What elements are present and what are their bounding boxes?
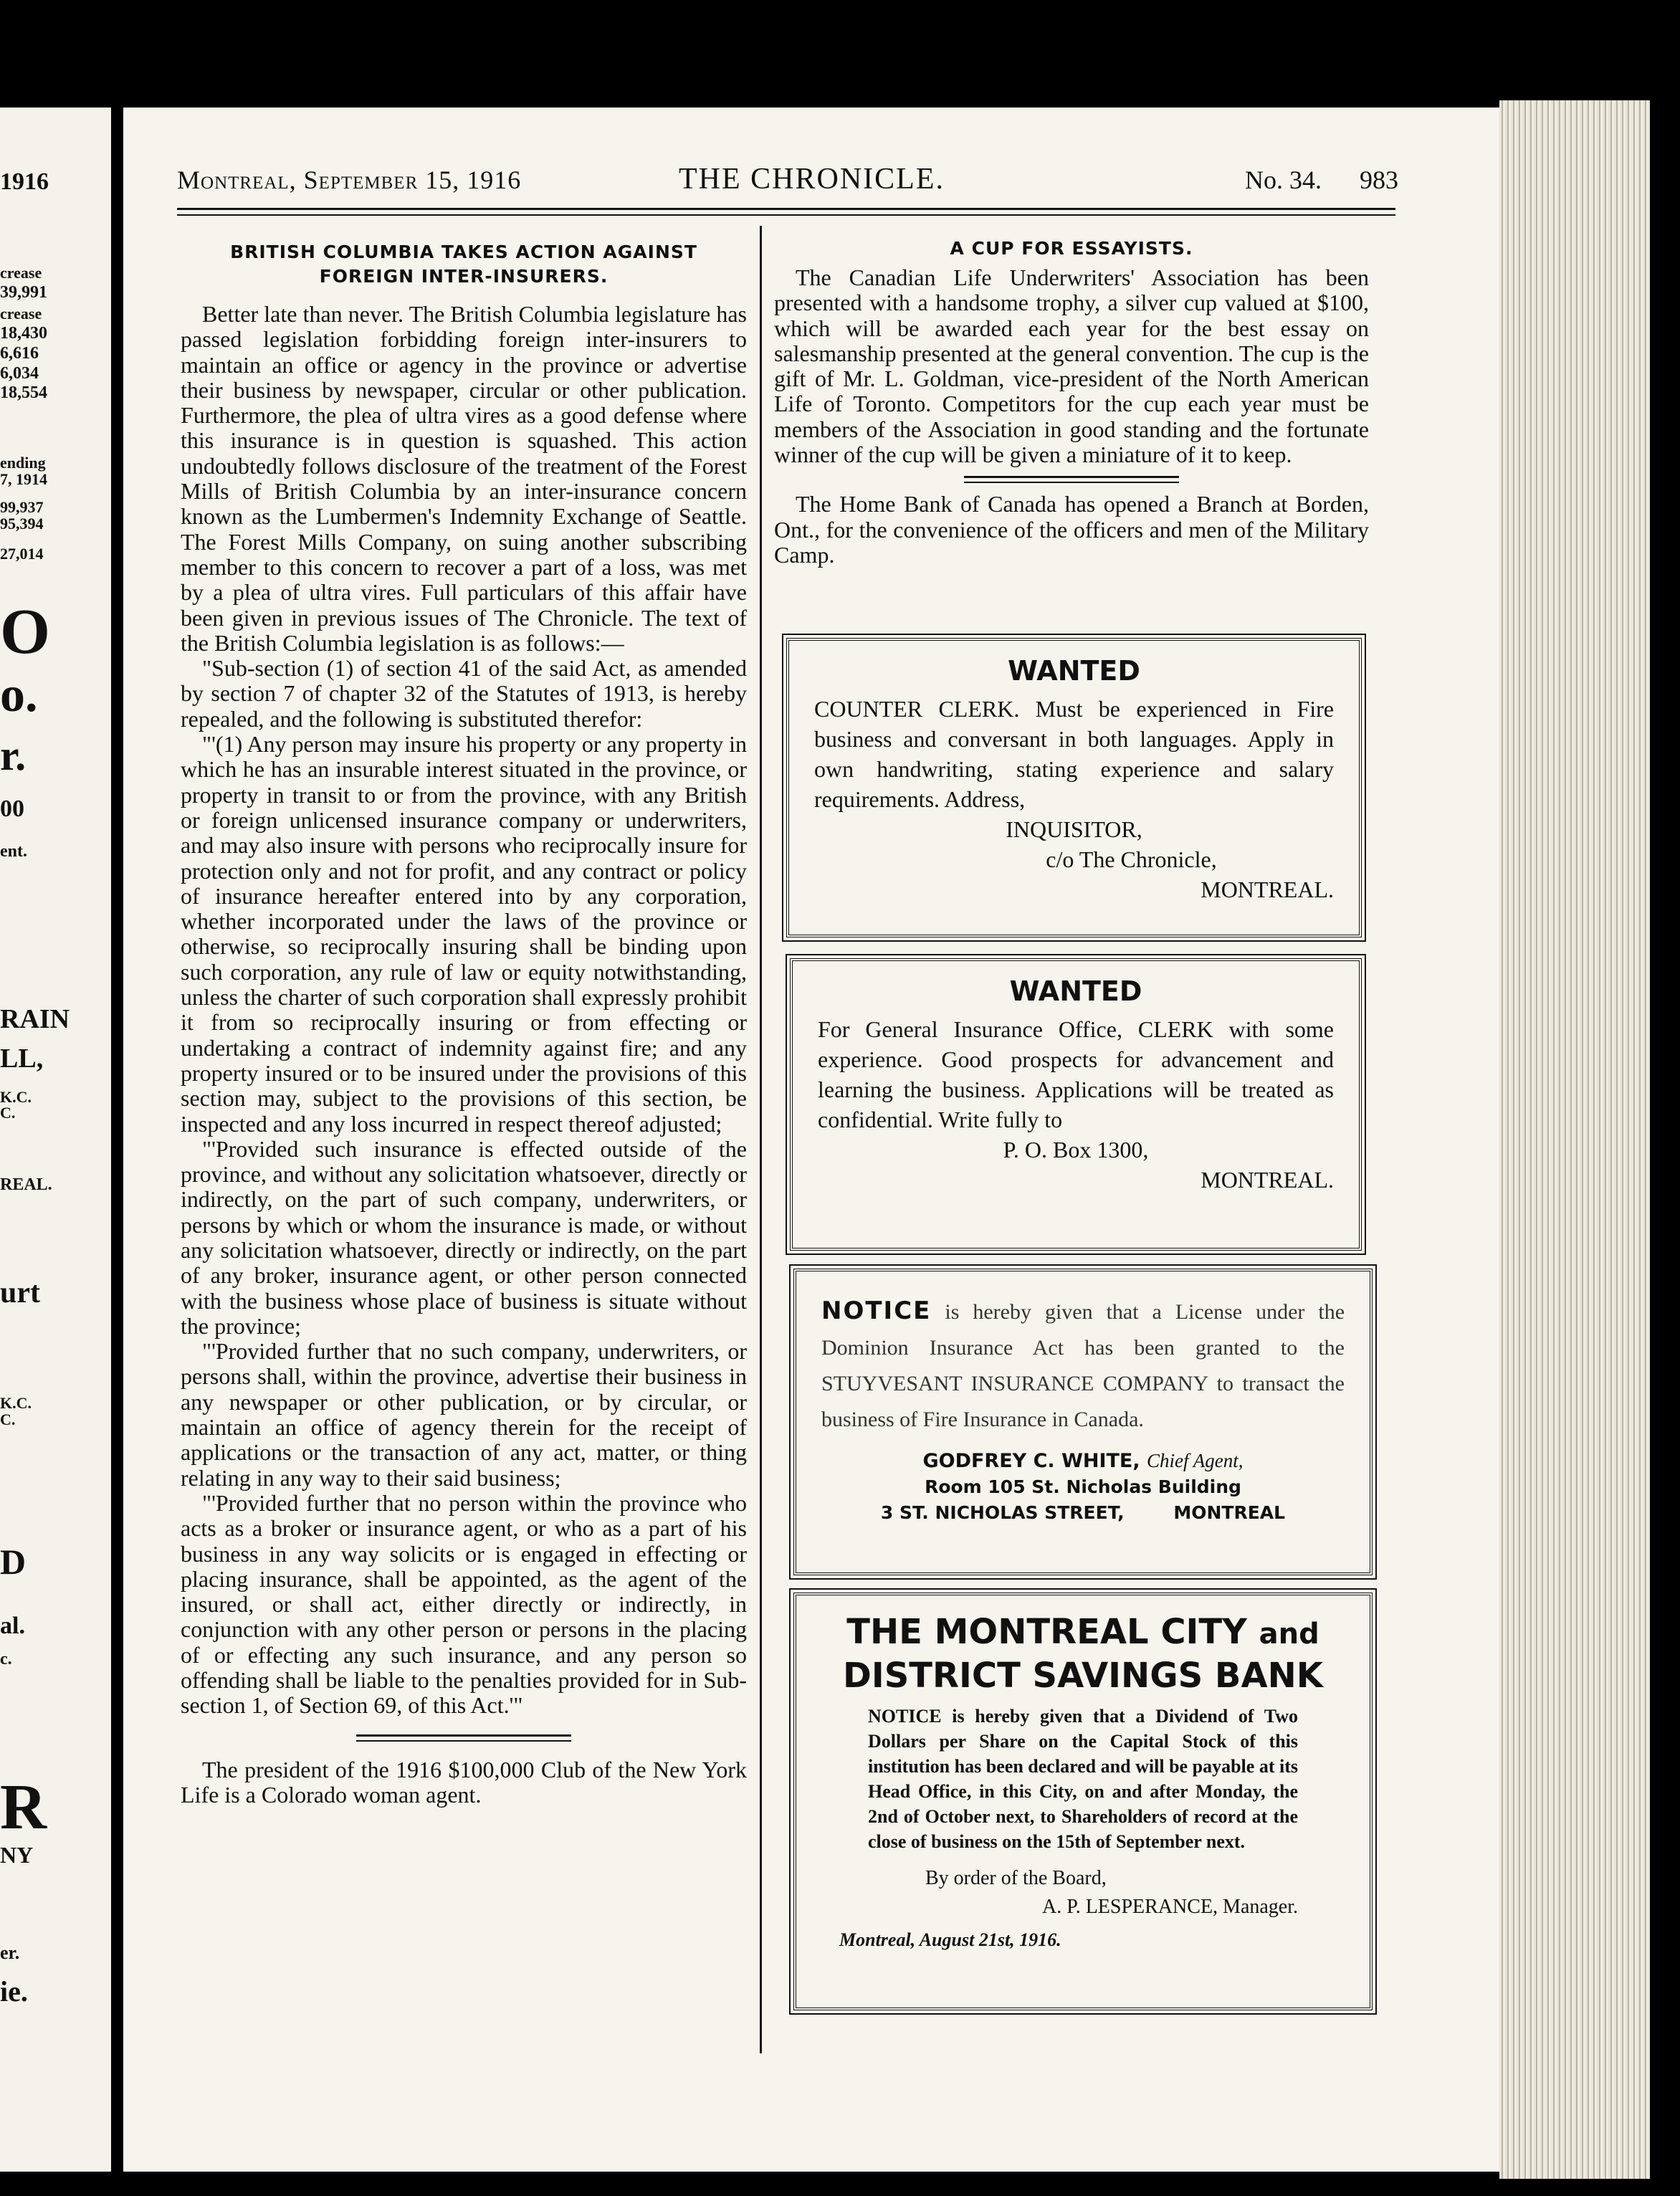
- adjacent-page-fragment: K.C.: [0, 1088, 32, 1106]
- adjacent-page-fragment: r.: [0, 732, 27, 779]
- adjacent-page-fragment: crease: [0, 305, 42, 323]
- adjacent-page: [0, 108, 111, 2172]
- page-number: 983: [1360, 166, 1398, 194]
- adjacent-page-fragment: er.: [0, 1942, 20, 1963]
- agent-address-line: Room 105 St. Nicholas Building: [925, 1476, 1241, 1497]
- by-order-line: By order of the Board,: [925, 1867, 1107, 1889]
- dividend-notice: NOTICE is hereby given that a Dividend of Two Dollars per Share on the Capital Stock of this institution has been declared and will be payable at its Head Office, in this City, on and after Monday, the 2nd of October next, to Shareholders of record at the close of business on the 15th of September next.: [868, 1706, 1298, 1852]
- adjacent-page-fragment: 1916: [0, 168, 49, 195]
- adjacent-page-fragment: D: [0, 1542, 27, 1582]
- adjacent-page-fragment: O: [0, 596, 51, 667]
- adjacent-page-fragment: 95,394: [0, 515, 44, 533]
- right-column: [774, 237, 1369, 568]
- headline-line-2: FOREIGN INTER-INSURERS.: [319, 266, 608, 287]
- adjacent-page-fragment: ent.: [0, 842, 27, 861]
- notice-word: NOTICE: [821, 1297, 932, 1325]
- publication-title: THE CHRONICLE.: [679, 163, 945, 196]
- savings-bank-dividend-ad: [793, 1593, 1373, 2010]
- license-notice-ad: [793, 1269, 1373, 1575]
- agent-street: 3 ST. NICHOLAS STREET,: [880, 1502, 1125, 1523]
- adjacent-page-fragment: 99,937: [0, 498, 44, 516]
- article-paragraph: "'Provided such insurance is effected outside of the province, and without any solicitation whatsoever, directly or indirectly, on the part of such company, underwriters, or persons by which or whom the insurance is made, or without any solicitation whatsoever, directly or indirectly, on the part of any broker, insurance agent, or other person connected with the business whose place of business is situate without the province;: [181, 1135, 747, 1339]
- manager-signature: A. P. LESPERANCE, Manager.: [1042, 1896, 1298, 1918]
- adjacent-page-fragment: 39,991: [0, 283, 47, 302]
- page-header: [177, 163, 1398, 208]
- bank-title-line-2: DISTRICT SAVINGS BANK: [843, 1656, 1323, 1696]
- adjacent-page-fragment: 00: [0, 796, 24, 822]
- section-rule: [356, 1734, 571, 1742]
- adjacent-page-fragment: NY: [0, 1842, 34, 1868]
- adjacent-page-fragment: ending: [0, 454, 46, 472]
- ad-address-line: INQUISITOR,: [1006, 816, 1142, 842]
- adjacent-page-fragment: K.C.: [0, 1394, 32, 1412]
- adjacent-page-fragment: 6,034: [0, 364, 39, 383]
- adjacent-page-fragment: RAIN: [0, 1004, 70, 1034]
- ad-heading: WANTED: [1008, 655, 1140, 687]
- article-paragraph: "Sub-section (1) of section 41 of the said Act, as amended by section 7 of chapter 32 of the Statutes of 1913, is hereby repealed, and the following is substituted therefor:: [181, 655, 747, 732]
- ad-body: For General Insurance Office, CLERK with some experience. Good prospects for advancement and learning the business. Applications will be treated as confidential. Write fully to: [818, 1016, 1334, 1132]
- adjacent-page-fragment: 27,014: [0, 545, 44, 563]
- book-page-edges: [1499, 100, 1650, 2179]
- bank-title-and: and: [1259, 1618, 1319, 1651]
- agent-name: GODFREY C. WHITE,: [922, 1450, 1140, 1472]
- article-paragraph: "'Provided further that no person within the province who acts as a broker or insurance agent, or who as a part of his business in any way solicits or is engaged in effecting or placing insurance, shall be appointed, as the agent of the insured, or shall act, either directly or indirectly, in conjunction with any other person or persons in the placing of or effecting any such insurance, and any person so offending shall be liable to the penalties provided for in Sub-section 1, of Section 69, of this Act.'": [181, 1489, 747, 1719]
- article-headline: A CUP FOR ESSAYISTS.: [950, 238, 1193, 259]
- ad-heading: WANTED: [1009, 975, 1142, 1007]
- article-paragraph: Better late than never. The British Columbia legislature has passed legislation forbidding foreign inter-insurers to maintain an office or agency in the province or advertise their business by newspaper, circular or other publication. Furthermore, the plea of ultra vires as a good defense where this insurance is in question is squashed. This action undoubtedly follows disclosure of the treatment of the Forest Mills of British Columbia by an inter-insurance concern known as the Lumbermen's Indemnity Exchange of Seattle. The Forest Mills Company, on suing another subscribing member to this concern to recover a part of a loss, was met by a plea of ultra vires. Full particulars of this affair have been given in previous issues of The Chronicle. The text of the British Columbia legislation is as follows:—: [181, 301, 747, 656]
- bank-title: [796, 1611, 1370, 1696]
- adjacent-page-fragment: C.: [0, 1410, 16, 1428]
- agent-street-line: [796, 1500, 1370, 1526]
- agent-city: MONTREAL: [1173, 1502, 1286, 1523]
- article-paragraph: "'Provided further that no such company, underwriters, or persons shall, within the province, advertise their business in any newspaper or other publication, or by circular, or maintain an office of agency therein for the receipt of applications or the transaction of any act, matter, or thing relating in any way to their said business;: [181, 1338, 747, 1491]
- agent-signature: [796, 1448, 1370, 1474]
- adjacent-page-fragment: C.: [0, 1104, 16, 1122]
- bank-title-line-1: THE MONTREAL CITY: [846, 1612, 1247, 1652]
- bank-dateline: Montreal, August 21st, 1916.: [839, 1929, 1061, 1950]
- adjacent-page-fragment: o.: [0, 667, 38, 722]
- adjacent-page-fragment: al.: [0, 1613, 25, 1639]
- article-headline: [181, 240, 747, 289]
- adjacent-page-fragment: 6,616: [0, 344, 39, 363]
- article-paragraph: The Canadian Life Underwriters' Association has been presented with a handsome trophy, a silver cup valued at $100, which will be awarded each year for the best essay on salesmanship presented at the general convention. The cup is the gift of Mr. L. Goldman, vice-president of the North American Life of Toronto. Competitors for the cup each year must be members of the Association in good standing and the fortunate winner of the cup will be given a miniature of it to keep.: [774, 264, 1369, 468]
- ad-address-line: c/o The Chronicle,: [1046, 846, 1217, 872]
- headline-line-1: BRITISH COLUMBIA TAKES ACTION AGAINST: [230, 242, 697, 262]
- news-item: The president of the 1916 $100,000 Club of the New York Life is a Colorado woman agent.: [181, 1756, 747, 1808]
- ad-body: COUNTER CLERK. Must be experienced in Fire business and conversant in both languages. Apply in own handwriting, stating experience and salary requirements. Address,: [814, 696, 1334, 812]
- adjacent-page-fragment: c.: [0, 1650, 12, 1669]
- news-item: The Home Bank of Canada has opened a Branch at Borden, Ont., for the convenience of the officers and men of the Military Camp.: [774, 491, 1369, 568]
- adjacent-page-fragment: ie.: [0, 1975, 28, 2008]
- column-divider: [760, 226, 762, 2053]
- adjacent-page-fragment: REAL.: [0, 1175, 52, 1194]
- notice-text: is hereby given that a License under the Dominion Insurance Act has been granted to the STUYVESANT INSURANCE COMPANY to transact the business of Fire Insurance in Canada.: [821, 1300, 1345, 1431]
- left-column: [181, 240, 747, 1808]
- adjacent-page-fragment: 7, 1914: [0, 470, 47, 488]
- ad-address-line: MONTREAL.: [1201, 1167, 1334, 1193]
- ad-body: [796, 1271, 1370, 1438]
- adjacent-page-fragment: urt: [0, 1276, 40, 1309]
- dateline: Montreal, September 15, 1916: [177, 166, 522, 194]
- section-rule: [964, 476, 1179, 483]
- header-rule: [177, 208, 1395, 216]
- newspaper-page: [123, 108, 1499, 2172]
- issue-number: No. 34.: [1245, 166, 1322, 194]
- adjacent-page-fragment: 18,554: [0, 383, 47, 402]
- agent-title: Chief Agent,: [1147, 1450, 1244, 1471]
- article-paragraph: "'(1) Any person may insure his property or any property in which he has an insurable interest situated in the province, or property in transit to or from the province, with any British or foreign unlicensed insurance company or underwriters, and may also insure with persons who reciprocally insure for protection only and not for profit, and any contract or policy of insurance hereafter entered into by any corporation, whether incorporated under the laws of the province or otherwise, so reciprocally insuring shall be binding upon such corporation, any rule of law or equity notwithstanding, unless the charter of such corporation shall expressly prohibit it from so reciprocally insuring or from effecting or undertaking a contract of indemnity against fire; and any property insured or to be insured under the provisions of this section may, subject to the provisions of this section, be inspected and any loss incurred in respect thereof adjusted;: [181, 731, 747, 1137]
- wanted-ad-counter-clerk: [786, 638, 1362, 937]
- wanted-ad-clerk: [790, 958, 1362, 1251]
- adjacent-page-fragment: LL,: [0, 1044, 44, 1074]
- adjacent-page-fragment: R: [0, 1772, 47, 1843]
- adjacent-page-fragment: crease: [0, 264, 42, 282]
- adjacent-page-fragment: 18,430: [0, 324, 47, 343]
- ad-address-line: P. O. Box 1300,: [1003, 1137, 1149, 1163]
- ad-address-line: MONTREAL.: [1201, 877, 1334, 902]
